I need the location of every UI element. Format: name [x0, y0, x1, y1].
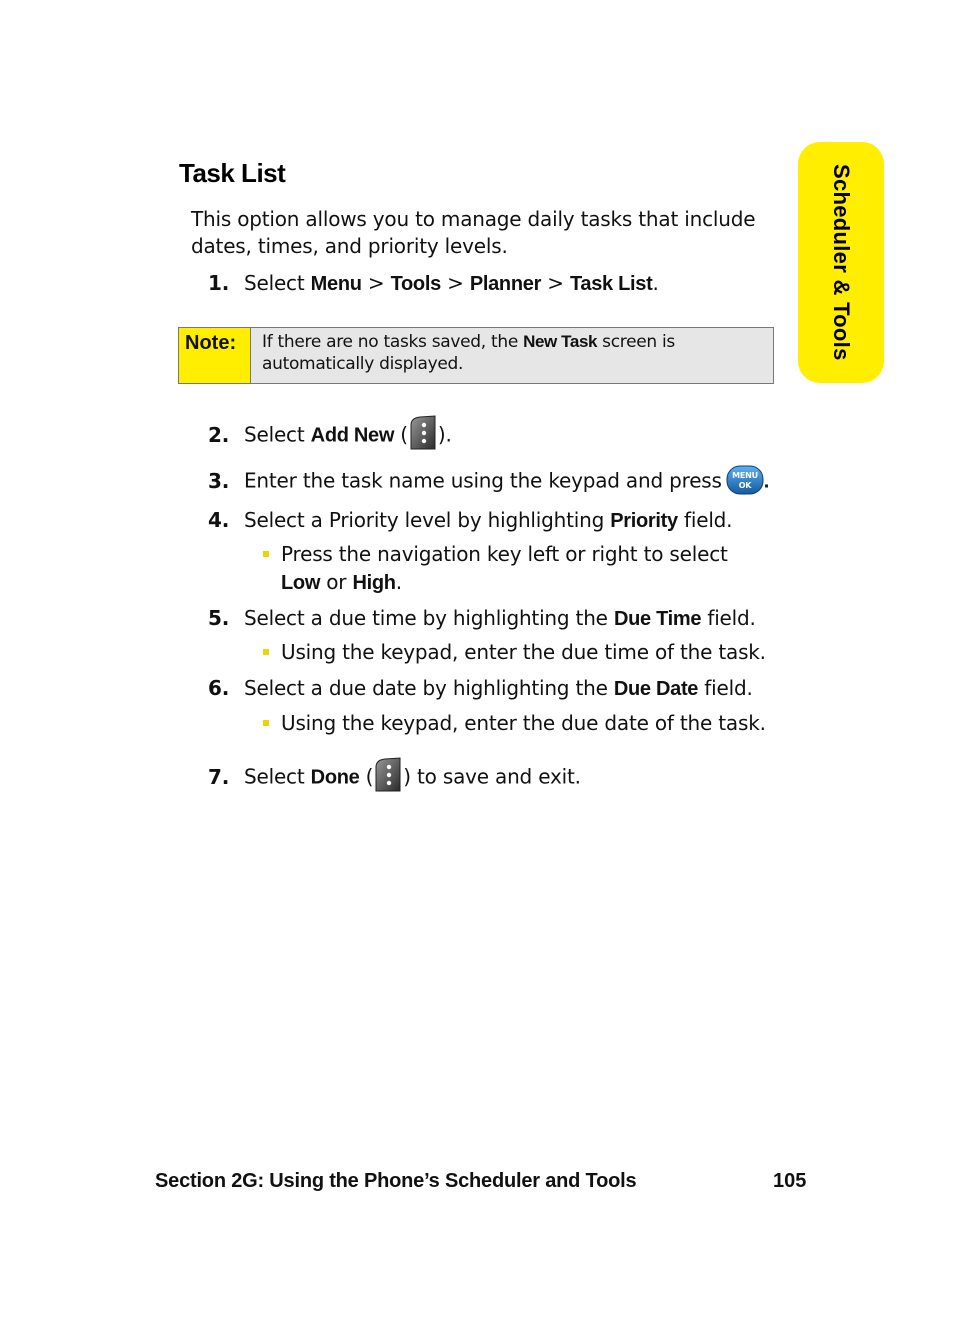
bullet-text: Using the keypad, enter the due time of the task.	[281, 640, 766, 664]
section-side-tab	[798, 142, 884, 383]
planner-label: Planner	[469, 273, 542, 295]
step-number: 7.	[208, 764, 230, 789]
bullet-step-5	[263, 638, 773, 666]
step-text: Select a due date by highlighting the	[244, 676, 614, 700]
step-text: (	[394, 422, 408, 447]
due-date-label: Due Date	[613, 678, 699, 700]
bullet-text: Press the navigation key left or right to select	[281, 542, 728, 566]
step-text: (	[359, 764, 374, 789]
step-text: Select	[244, 271, 311, 295]
step-text: Select a due time by highlighting the	[244, 606, 614, 630]
svg-text:OK: OK	[738, 481, 752, 490]
tools-label: Tools	[390, 273, 441, 295]
step-text: field.	[701, 606, 756, 630]
step-number: 5.	[208, 606, 230, 630]
side-tab-label: Scheduler & Tools	[829, 164, 854, 361]
note-text-part: screen is	[597, 332, 675, 352]
bullet-marker	[263, 649, 269, 655]
done-label: Done	[310, 766, 360, 789]
high-label: High	[352, 572, 396, 594]
step-text: field.	[677, 508, 733, 532]
note-box	[178, 327, 774, 384]
step-6	[208, 675, 753, 703]
add-new-label: Add New	[310, 424, 395, 447]
step-text: .	[763, 470, 769, 493]
note-text-part: If there are no tasks saved, the	[262, 332, 524, 352]
page-title: Task List	[179, 158, 286, 188]
step-text: Select a Priority level by highlighting	[244, 508, 611, 532]
bullet-text: .	[395, 570, 402, 594]
step-number: 3.	[208, 468, 230, 493]
bullet-text: Using the keypad, enter the due date of the task.	[281, 711, 766, 735]
step-text: .	[652, 271, 659, 295]
separator: >	[440, 271, 470, 295]
due-time-label: Due Time	[613, 608, 702, 630]
bullet-step-4	[263, 540, 773, 597]
step-text: Enter the task name using the keypad and press	[244, 468, 722, 493]
bullet-text: or	[320, 570, 353, 594]
separator: >	[361, 271, 391, 295]
note-label: Note:	[179, 328, 251, 383]
step-text: ).	[437, 422, 452, 447]
step-4	[208, 507, 732, 535]
step-number: 2.	[208, 422, 230, 447]
right-softkey-icon	[408, 415, 438, 451]
step-1	[208, 270, 659, 298]
intro-paragraph: This option allows you to manage daily tasks that include dates, times, and priority levels.	[191, 207, 756, 258]
bullet-marker	[263, 551, 269, 557]
menu-label: Menu	[310, 273, 362, 295]
bullet-marker	[263, 720, 269, 726]
step-7	[208, 760, 581, 796]
low-label: Low	[281, 572, 321, 594]
note-text	[251, 328, 773, 383]
note-text-part: automatically displayed.	[262, 354, 464, 374]
step-2	[208, 418, 452, 454]
step-text: Select	[244, 764, 311, 789]
step-number: 1.	[208, 271, 230, 295]
priority-label: Priority	[610, 510, 678, 532]
right-softkey-icon	[373, 757, 403, 793]
step-text: Select	[244, 422, 311, 447]
task-list-label: Task List	[569, 273, 653, 295]
separator: >	[541, 271, 570, 295]
svg-text:MENU: MENU	[731, 471, 758, 480]
step-text: ) to save and exit.	[403, 764, 581, 789]
step-3	[208, 467, 769, 497]
menu-ok-key-icon	[726, 465, 764, 495]
step-text: field.	[698, 676, 753, 700]
step-5	[208, 605, 756, 633]
footer-section-title: Section 2G: Using the Phone’s Scheduler and Tools	[155, 1170, 637, 1192]
bullet-step-6	[263, 709, 773, 737]
page-number: 105	[773, 1170, 807, 1192]
step-number: 4.	[208, 508, 230, 532]
new-task-label: New Task	[523, 332, 598, 351]
step-number: 6.	[208, 676, 230, 700]
